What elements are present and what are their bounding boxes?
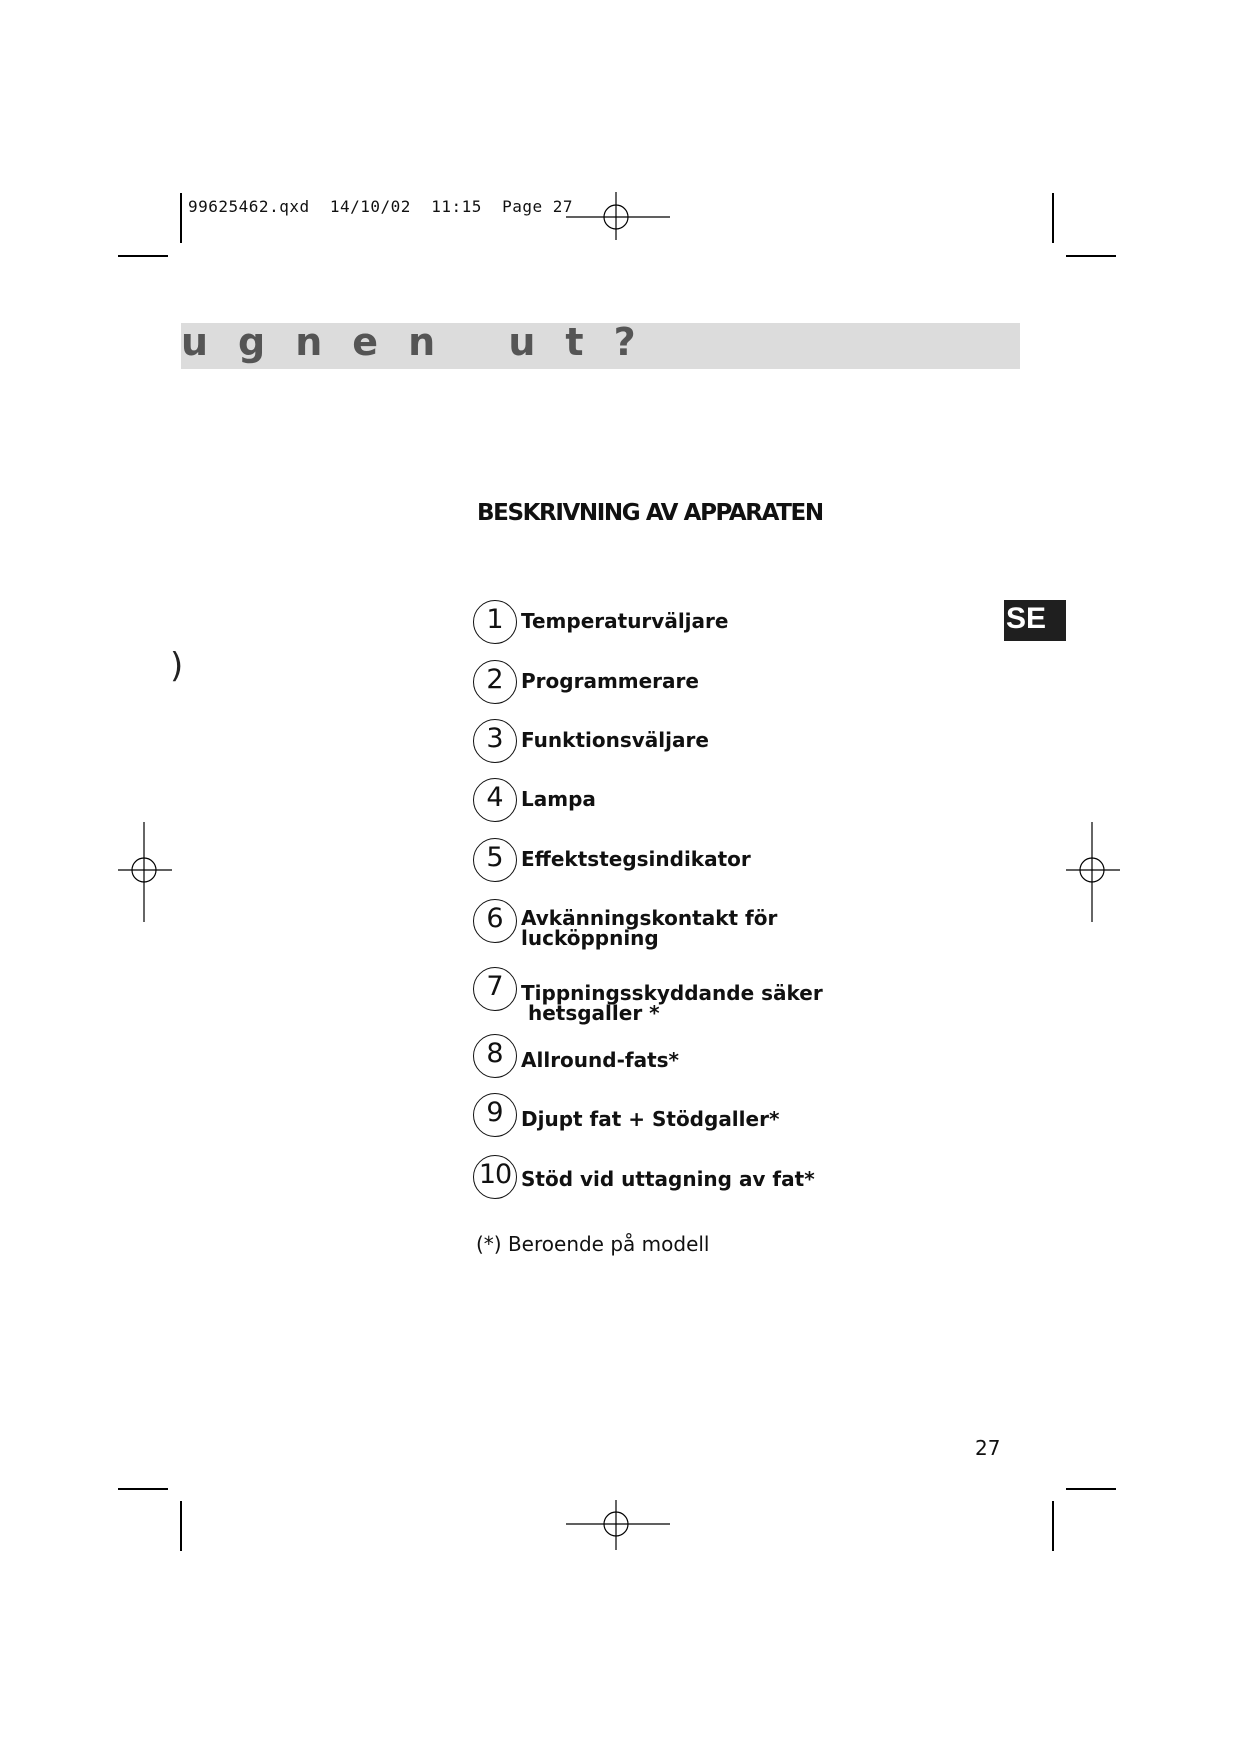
- section-title: BESKRIVNING AV APPARATEN: [477, 500, 823, 526]
- page-number: 27: [975, 1436, 1001, 1460]
- slug-date: 14/10/02: [329, 197, 411, 216]
- item-label: Allround-fats*: [521, 1048, 680, 1072]
- item-label: Funktionsväljare: [521, 728, 709, 752]
- crop-mark: [1066, 255, 1116, 257]
- crop-mark: [180, 193, 182, 243]
- footnote: (*) Beroende på modell: [476, 1232, 710, 1256]
- slug-time: 11:15: [431, 197, 482, 216]
- slug-page: Page 27: [502, 197, 574, 216]
- item-number: 3: [473, 719, 517, 763]
- item-number: 9: [473, 1093, 517, 1137]
- language-badge: SE: [1004, 600, 1066, 641]
- page-heading: ugnen ut?: [181, 320, 666, 364]
- registration-mark-icon: [118, 822, 172, 922]
- item-number: 2: [473, 660, 517, 704]
- item-number: 6: [473, 899, 517, 943]
- item-number: 1: [473, 600, 517, 644]
- item-label-line: Avkänningskontakt för: [521, 906, 778, 930]
- crop-mark: [1052, 193, 1054, 243]
- crop-mark: [1052, 1501, 1054, 1551]
- item-label: Effektstegsindikator: [521, 847, 751, 871]
- item-label: Programmerare: [521, 669, 699, 693]
- item-number: 5: [473, 838, 517, 882]
- item-label: [521, 908, 777, 948]
- item-number: 4: [473, 778, 517, 822]
- item-label: Temperaturväljare: [521, 609, 729, 633]
- slug-filename: 99625462.qxd: [188, 197, 310, 216]
- registration-mark-icon: [566, 1500, 670, 1552]
- stray-mark: ): [170, 646, 184, 686]
- item-label-line: Tippningsskyddande säker: [521, 981, 823, 1005]
- item-label: Lampa: [521, 787, 596, 811]
- item-label: Djupt fat + Stödgaller*: [521, 1107, 780, 1131]
- item-number: 7: [473, 967, 517, 1011]
- item-number: 10: [473, 1155, 517, 1199]
- registration-mark-icon: [1066, 822, 1120, 922]
- item-label: Stöd vid uttagning av fat*: [521, 1167, 815, 1191]
- file-slug: [188, 197, 573, 216]
- registration-mark-icon: [566, 190, 670, 240]
- crop-mark: [180, 1501, 182, 1551]
- crop-mark: [118, 1488, 168, 1490]
- item-label-line: hetsgaller *: [521, 1001, 660, 1025]
- item-number: 8: [473, 1034, 517, 1078]
- crop-mark: [1066, 1488, 1116, 1490]
- item-label-line: lucköppning: [521, 926, 659, 950]
- item-label: [521, 983, 823, 1023]
- crop-mark: [118, 255, 168, 257]
